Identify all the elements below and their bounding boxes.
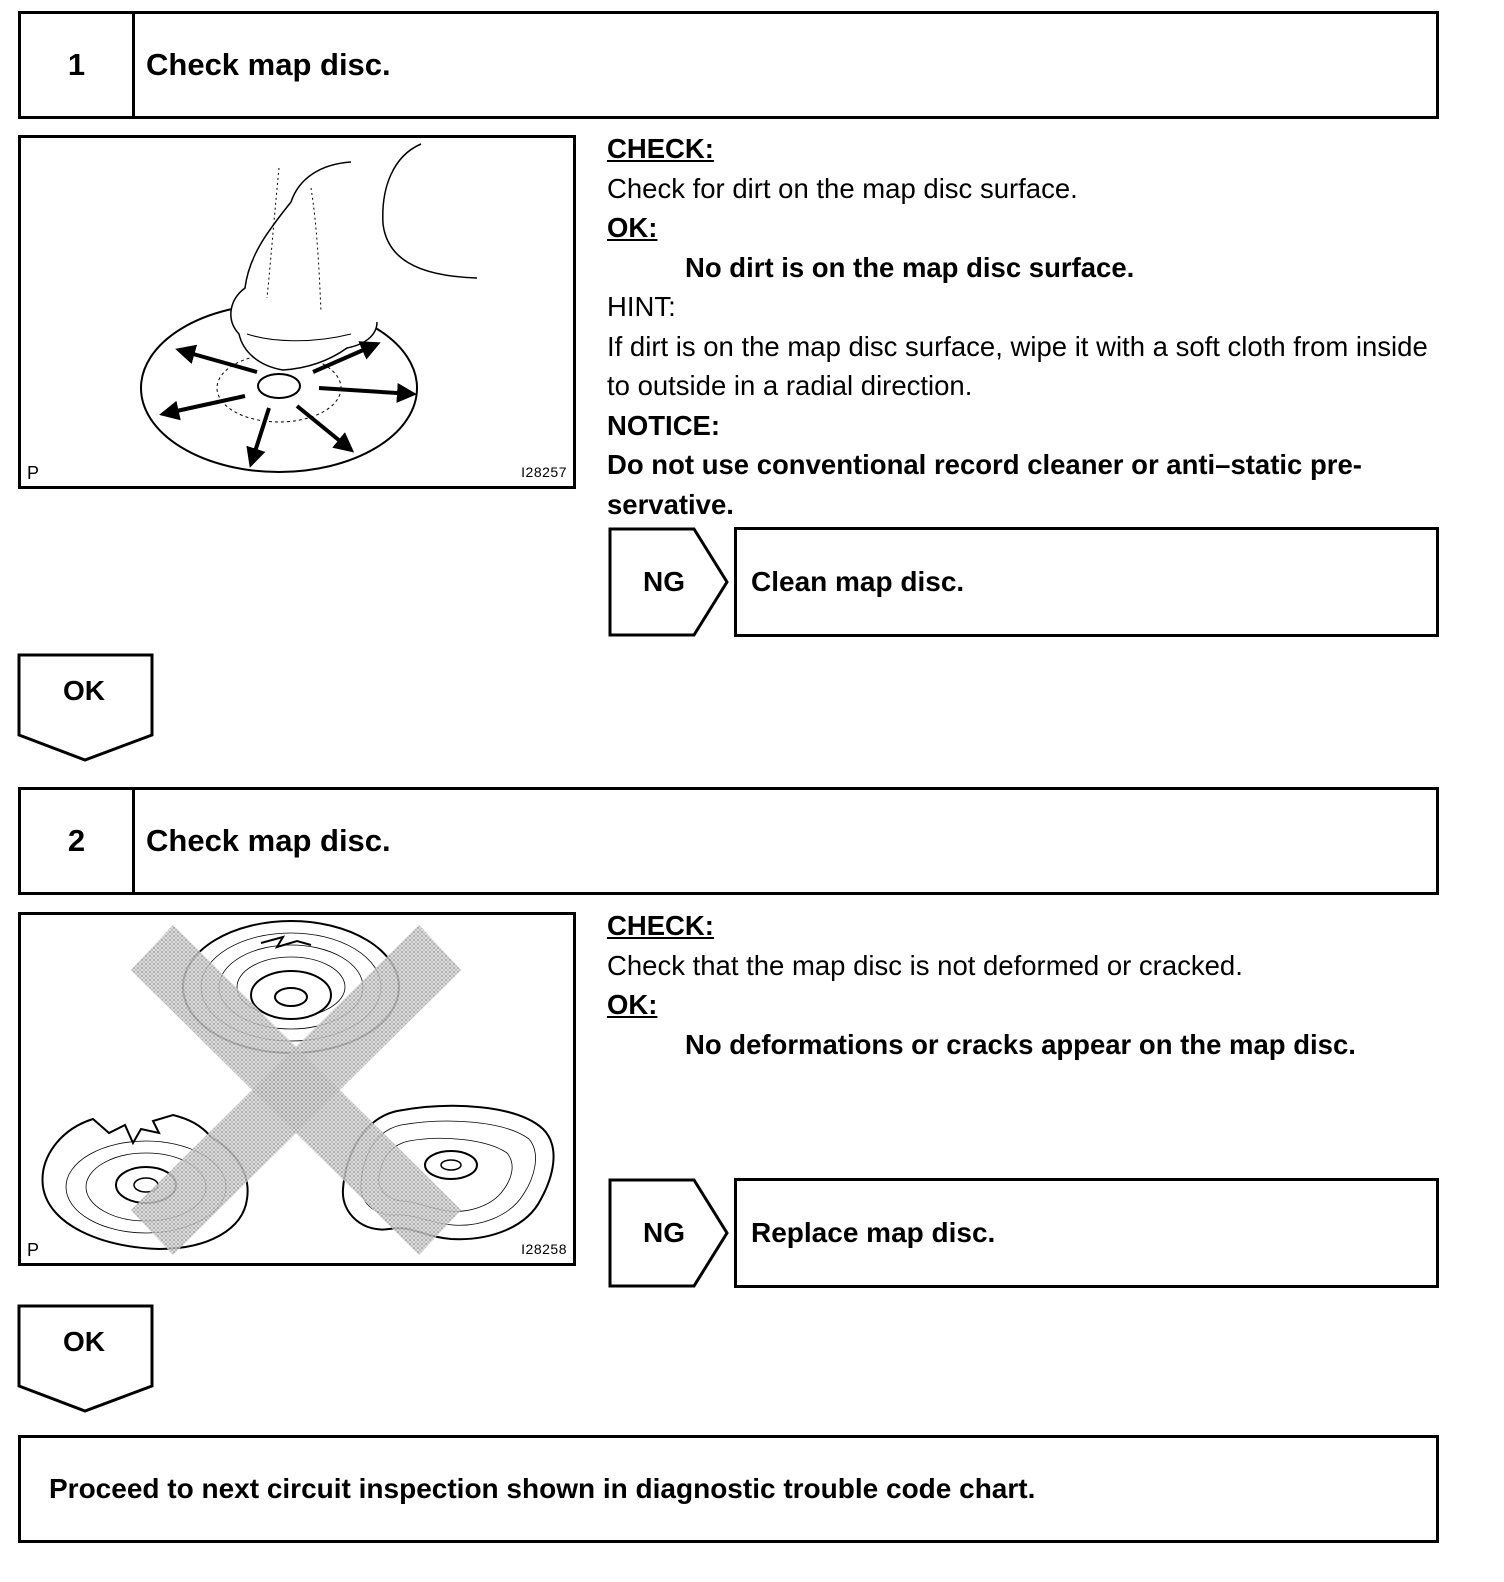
step-2-ng-tag xyxy=(608,1178,732,1288)
ok-flow-label: OK xyxy=(63,675,105,706)
ng-action-text: Replace map disc. xyxy=(751,1217,996,1248)
step-number: 1 xyxy=(21,14,135,116)
step-2-header xyxy=(18,787,1439,895)
ok-label: OK: xyxy=(607,989,658,1020)
step-1-figure xyxy=(18,135,576,489)
notice-text-line-2: servative. xyxy=(607,488,734,520)
check-text: Check that the map disc is not deformed or cracked. xyxy=(607,949,1243,981)
step-2-ok-tag xyxy=(17,1304,155,1414)
ok-text: No deformations or cracks appear on the map disc. xyxy=(685,1028,1356,1060)
step-1-ok-tag xyxy=(17,653,155,763)
hint-text: If dirt is on the map disc surface, wipe it with a soft cloth from inside to outside in a radial direction. xyxy=(607,330,1428,401)
hint-label: HINT: xyxy=(607,291,676,322)
deformed-disc-illustration xyxy=(21,915,573,1263)
notice-text-line-1: Do not use conventional record cleaner or anti–static pre- xyxy=(607,449,1362,480)
check-label: CHECK: xyxy=(607,910,714,941)
ok-flow-label: OK xyxy=(63,1326,105,1357)
step-title: Check map disc. xyxy=(146,47,391,82)
figure-id: I28258 xyxy=(521,1241,567,1257)
figure-corner-label: P xyxy=(27,1240,40,1260)
step-2-figure xyxy=(18,912,576,1266)
wiping-disc-illustration xyxy=(21,138,573,486)
notice-label: NOTICE: xyxy=(607,409,721,441)
step-1-header xyxy=(18,11,1439,119)
check-label: CHECK: xyxy=(607,133,714,164)
figure-id: I28257 xyxy=(521,464,567,480)
step-1-details xyxy=(607,129,1447,524)
ok-label: OK: xyxy=(607,212,658,243)
check-text: Check for dirt on the map disc surface. xyxy=(607,172,1078,204)
step-1-ng-tag xyxy=(608,527,732,637)
figure-corner-label: P xyxy=(27,463,40,483)
ng-label: NG xyxy=(643,1217,685,1248)
step-number: 2 xyxy=(21,790,135,892)
ng-label: NG xyxy=(643,566,685,597)
final-instruction: Proceed to next circuit inspection shown in diagnostic trouble code chart. xyxy=(49,1473,1036,1504)
step-1-ng-action xyxy=(734,527,1439,637)
step-2-details xyxy=(607,906,1447,1064)
ng-action-text: Clean map disc. xyxy=(751,566,965,597)
ok-text: No dirt is on the map disc surface. xyxy=(685,251,1135,283)
step-title: Check map disc. xyxy=(146,823,391,858)
step-2-ng-action xyxy=(734,1178,1439,1288)
final-instruction-box xyxy=(18,1435,1439,1543)
